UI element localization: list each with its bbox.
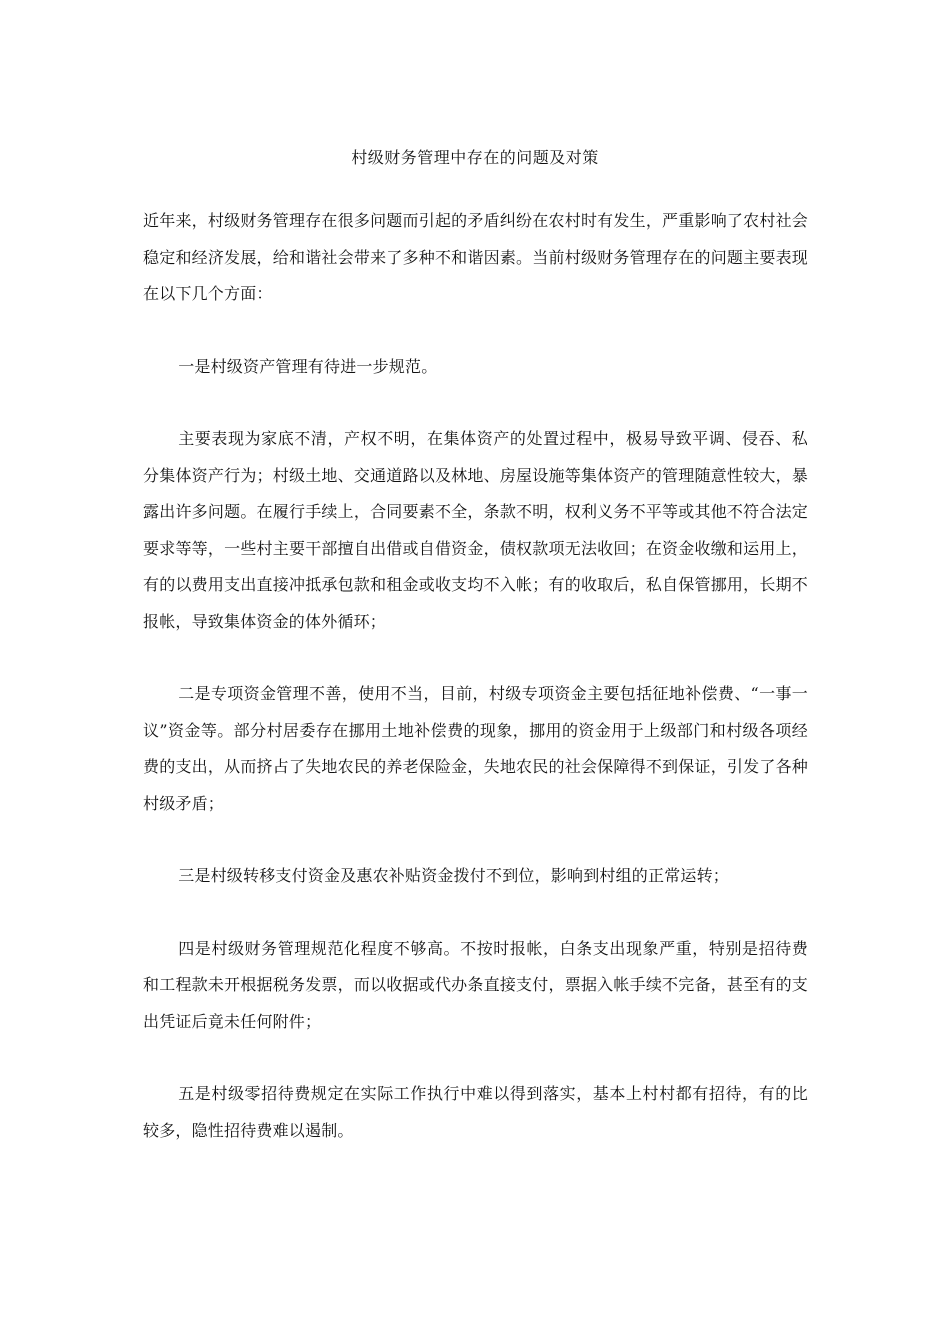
paragraph-point-five: 五是村级零招待费规定在实际工作执行中难以得到落实，基本上村村都有招待，有的比较多，隐性招待费难以遏制。 — [143, 1084, 808, 1140]
paragraph-point-one-detail: 主要表现为家底不清，产权不明，在集体资产的处置过程中，极易导致平调、侵吞、私分集体资产行为；村级土地、交通道路以及林地、房屋设施等集体资产的管理随意性较大，暴露出许多问题。在履行手续上，合同要素不全，条款不明，权利义务不平等或其他不符合法定要求等等，一些村主要干部擅自出借或自借资金，债权款项无法收回；在资金收缴和运用上，有的以费用支出直接冲抵承包款和租金或收支均不入帐；有的收取后，私自保管挪用，长期不报帐，导致集体资金的体外循环； — [143, 429, 808, 631]
document-title: 村级财务管理中存在的问题及对策 — [351, 148, 599, 167]
paragraph-intro: 近年来，村级财务管理存在很多问题而引起的矛盾纠纷在农村时有发生，严重影响了农村社会稳定和经济发展，给和谐社会带来了多种不和谐因素。当前村级财务管理存在的问题主要表现在以下几个方面： — [143, 211, 808, 303]
document-body — [143, 203, 808, 1185]
paragraph-point-one-heading: 一是村级资产管理有待进一步规范。 — [178, 356, 438, 376]
paragraph-point-four: 四是村级财务管理规范化程度不够高。不按时报帐，白条支出现象严重，特别是招待费和工程款未开根据税务发票，而以收据或代办条直接支付，票据入帐手续不完备，甚至有的支出凭证后竟未任何附件； — [143, 938, 808, 1031]
paragraph-point-three: 三是村级转移支付资金及惠农补贴资金拨付不到位，影响到村组的正常运转； — [178, 866, 729, 885]
paragraph-point-two: 二是专项资金管理不善，使用不当，目前，村级专项资金主要包括征地补偿费、“一事一议”资金等。部分村居委存在挪用土地补偿费的现象，挪用的资金用于上级部门和村级各项经费的支出，从而挤占了失地农民的养老保险金，失地农民的社会保障得不到保证，引发了各种村级矛盾； — [143, 684, 808, 813]
